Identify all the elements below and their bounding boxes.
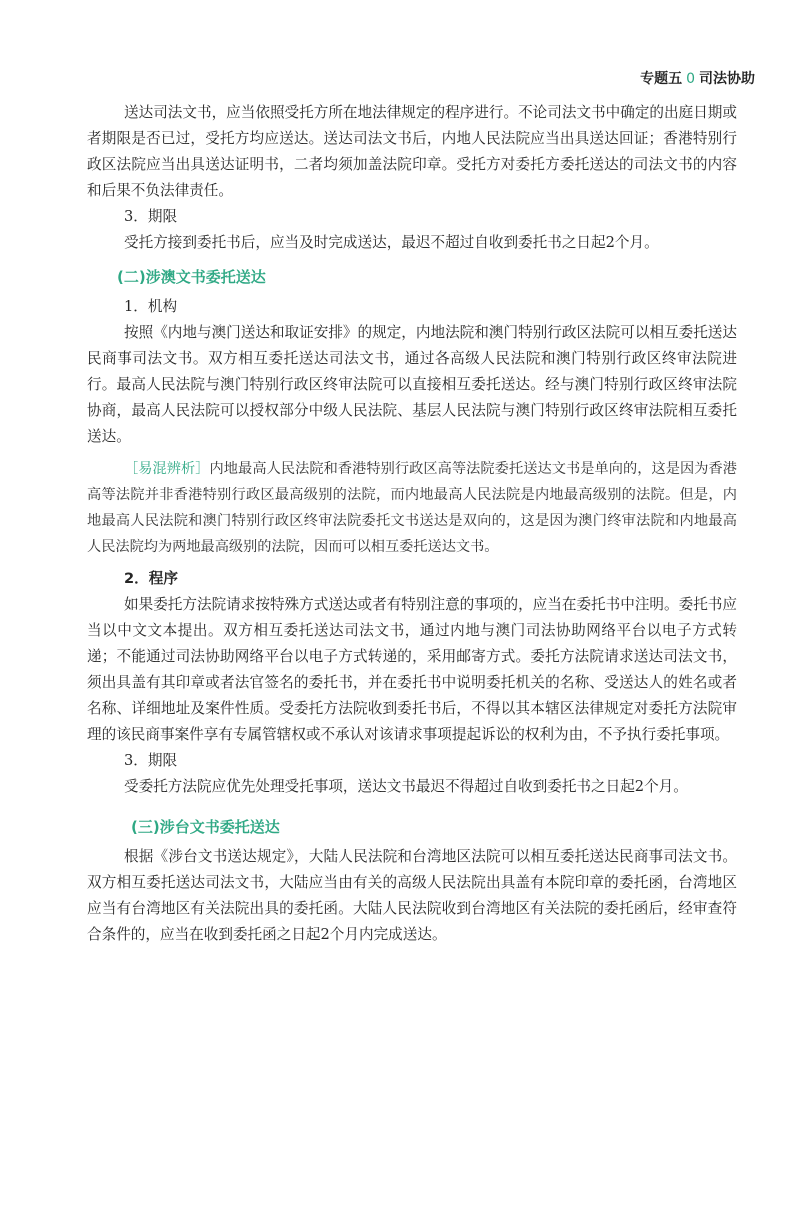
paragraph-taiwan-delivery: 根据《涉台文书送达规定》，大陆人民法院和台湾地区法院可以相互委托送达民商事司法文书。双方相互委托送达司法文书，大陆应当由有关的高级人民法院出具盖有本院印章的委托函，台湾地区应当有台湾地区有关法院出具的委托函。大陆人民法院收到台湾地区有关法院的委托函后，经审查符合条件的，应当在收到委托函之日起2个月内完成送达。 [87,848,737,943]
running-header [640,68,755,88]
section-heading-macau: (二)涉澳文书委托送达 [117,268,266,286]
section-heading-taiwan: (三)涉台文书委托送达 [131,818,280,836]
note-text: 内地最高人民法院和香港特别行政区高等法院委托送达文书是单向的，这是因为香港高等法院并非香港特别行政区最高级别的法院，而内地最高人民法院是内地最高级别的法院。但是，内地最高人民法院和澳门特别行政区终审法院委托文书送达是双向的，这是因为澳门终审法院和内地最高人民法院均为两地最高级别的法院，因而可以相互委托送达文书。 [87,461,737,555]
paragraph-delivery-procedure: 送达司法文书，应当依照受托方所在地法律规定的程序进行。不论司法文书中确定的出庭日期或者期限是否已过，受托方均应送达。送达司法文书后，内地人民法院应当出具送达回证；香港特别行政区法院应当出具送达证明书，二者均须加盖法院印章。受托方对委托方委托送达的司法文书的内容和后果不负法律责任。 [87,104,737,199]
note-tag: ［易混辨析］ [124,461,210,477]
note-confusion-analysis [87,456,737,560]
paragraph-hk-time-limit: 受托方接到委托书后，应当及时完成送达，最迟不超过自收到委托书之日起2个月。 [124,234,659,251]
paragraph-macau-procedure: 如果委托方法院请求按特殊方式送达或者有特别注意的事项的，应当在委托书中注明。委托书应当以中文文本提出。双方相互委托送达司法文书，通过内地与澳门司法协助网络平台以电子方式转递；不能通过司法协助网络平台以电子方式转递的，采用邮寄方式。委托方法院请求送达司法文书，须出具盖有其印章或者法官签名的委托书，并在委托书中说明委托机关的名称、受送达人的姓名或者名称、详细地址及案件性质。受委托方法院收到委托书后，不得以其本辖区法律规定对委托方法院审理的该民商事案件享有专属管辖权或不承认对该请求事项提起诉讼的权利为由，不予执行委托事项。 [87,596,737,743]
subheading-time-limit-macau: 3．期限 [124,752,178,769]
chapter-title: 司法协助 [699,71,755,87]
subheading-time-limit: 3．期限 [124,208,178,225]
chapter-label: 专题五 [640,71,683,87]
paragraph-macau-institution: 按照《内地与澳门送达和取证安排》的规定，内地法院和澳门特别行政区法院可以相互委托送达民商事司法文书。双方相互委托送达司法文书，通过各高级人民法院和澳门特别行政区终审法院进行。最高人民法院与澳门特别行政区终审法院可以直接相互委托送达。经与澳门特别行政区终审法院协商，最高人民法院可以授权部分中级人民法院、基层人民法院与澳门特别行政区终审法院相互委托送达。 [87,324,737,445]
page-body [87,100,737,948]
header-separator: 0 [686,71,695,87]
subheading-institution: 1．机构 [124,298,178,315]
subheading-procedure: 2．程序 [124,570,178,587]
paragraph-macau-time-limit: 受委托方法院应优先处理受托事项，送达文书最迟不得超过自收到委托书之日起2个月。 [124,778,688,795]
